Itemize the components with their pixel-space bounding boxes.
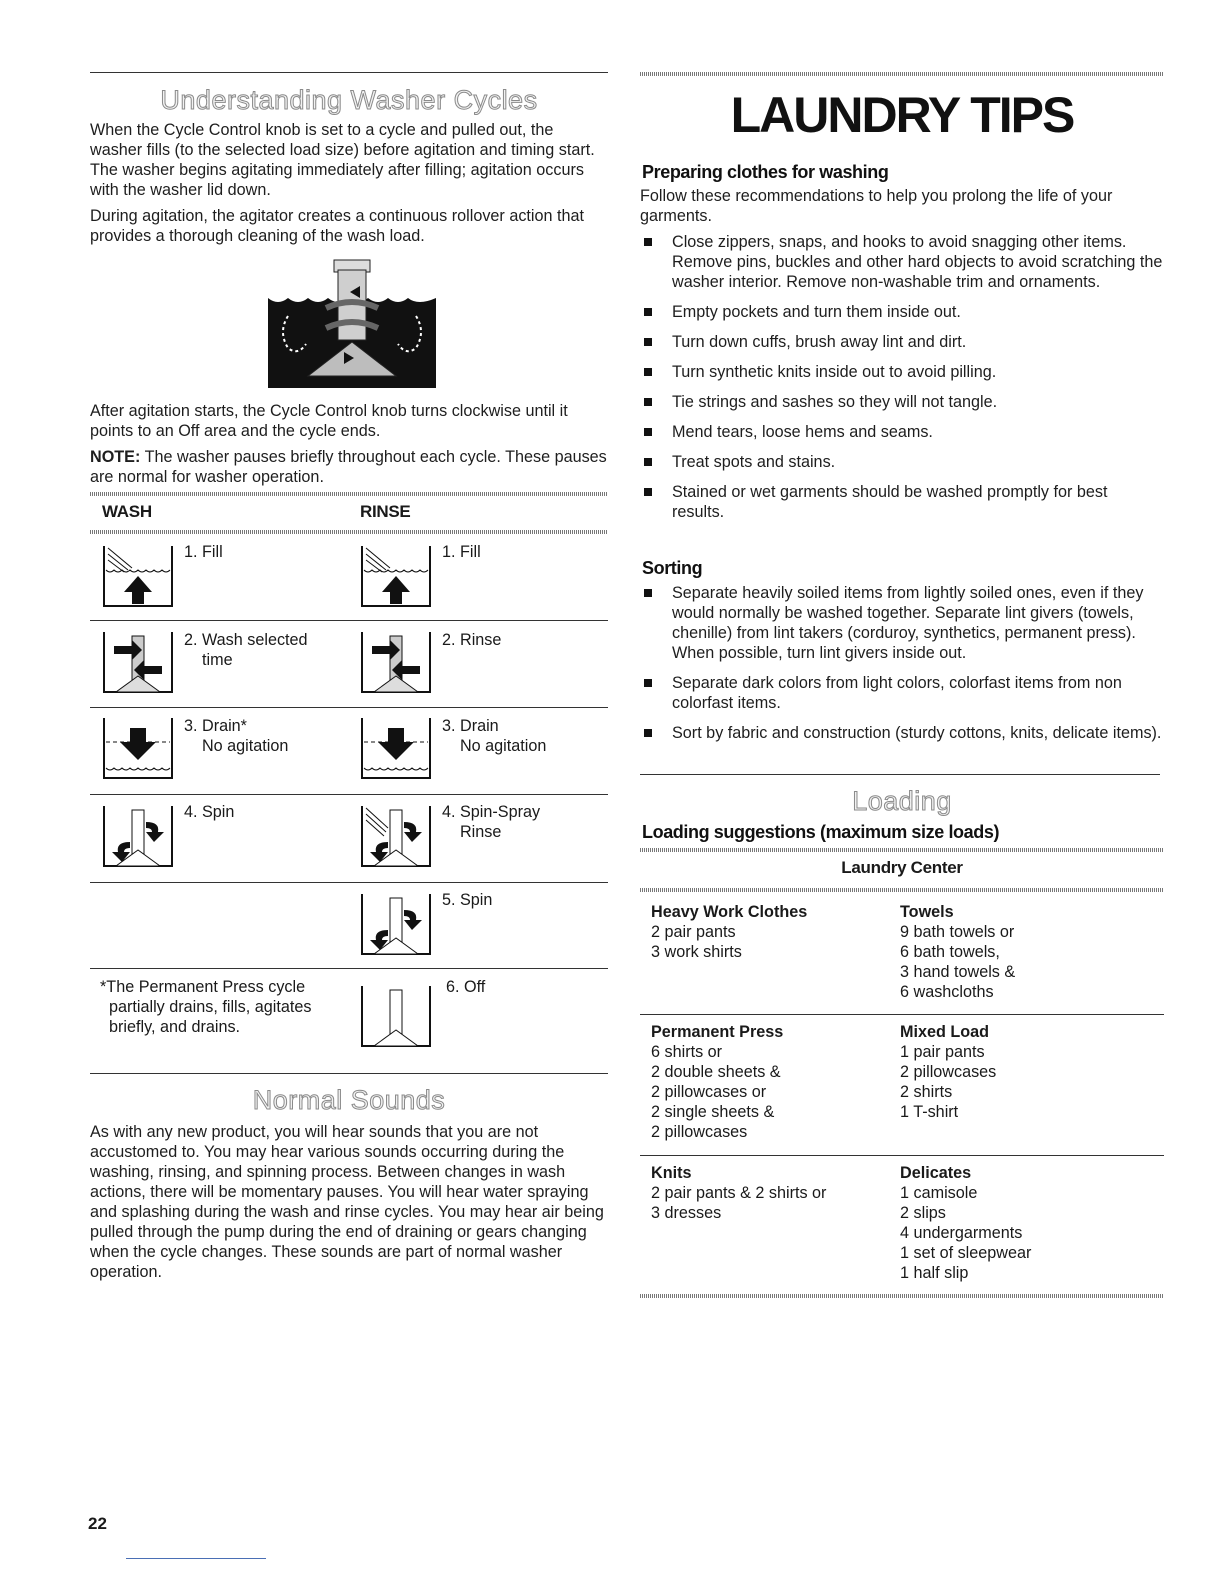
- sorting-heading: Sorting: [642, 558, 703, 578]
- bullet-icon: [644, 729, 652, 737]
- wash-step-1: 1. Fill: [184, 543, 223, 561]
- loading-bottom-hatch: [640, 1294, 1164, 1298]
- bullet-icon: [644, 308, 652, 316]
- sorting-list: [640, 583, 1164, 753]
- list-item: Mend tears, loose hems and seams.: [640, 422, 1164, 442]
- bullet-icon: [644, 679, 652, 687]
- rinse-step-4: 4. Spin-Spray Rinse: [442, 803, 541, 841]
- rinse-fill-icon: [360, 544, 432, 608]
- permanent-press-footnote: *The Permanent Press cycle partially drains, fills, agitates briefly, and drains.: [100, 978, 312, 1036]
- drain-icon: [102, 716, 174, 780]
- bullet-icon: [644, 458, 652, 466]
- laundry-center-label: Laundry Center: [841, 858, 963, 877]
- page-title: LAUNDRY TIPS: [730, 87, 1074, 143]
- top-rule: [90, 72, 608, 73]
- section-title-loading: Loading: [852, 786, 952, 816]
- list-item: Separate dark colors from light colors, colorfast items from non colorfast items.: [640, 673, 1164, 713]
- row-divider: [90, 968, 608, 969]
- list-item: Close zippers, snaps, and hooks to avoid snagging other items. Remove pins, buckles and other hard objects to avoid scratching the washer interior. Remove non-washable trim and ornaments.: [640, 232, 1164, 292]
- off-icon: [360, 984, 432, 1048]
- rinse-header: RINSE: [360, 502, 411, 521]
- wash-step-3: 3. Drain* No agitation: [184, 717, 289, 755]
- rinse-step-5: 5. Spin: [442, 891, 493, 909]
- list-item: Tie strings and sashes so they will not tangle.: [640, 392, 1164, 412]
- prep-list: [640, 232, 1164, 532]
- list-item: Empty pockets and turn them inside out.: [640, 302, 1164, 322]
- load-cell: Delicates 1 camisole 2 slips 4 undergarments 1 set of sleepwear 1 half slip: [900, 1164, 1032, 1282]
- list-item: Separate heavily soiled items from lightly soiled ones, even if they would normally be washed together. Separate lint givers (towels, chenille) from lint takers (corduroy, synthetics, permanent press). When possible, turn lint givers inside out.: [640, 583, 1164, 663]
- footer-line: [126, 1558, 266, 1559]
- loading-hatch: [640, 888, 1164, 892]
- wash-header: WASH: [102, 502, 152, 521]
- list-item: Treat spots and stains.: [640, 452, 1164, 472]
- row-divider: [90, 882, 608, 883]
- bullet-icon: [644, 428, 652, 436]
- rinse-step-3: 3. Drain No agitation: [442, 717, 547, 755]
- spin-icon: [102, 804, 174, 868]
- final-spin-icon: [360, 892, 432, 956]
- table-header-hatch: [90, 530, 608, 534]
- load-cell: Mixed Load 1 pair pants 2 pillowcases 2 shirts 1 T-shirt: [900, 1023, 997, 1121]
- agitator-illustration: [268, 256, 436, 388]
- rinse-step-6: 6. Off: [446, 978, 486, 996]
- row-divider: [90, 620, 608, 621]
- bullet-icon: [644, 368, 652, 376]
- table-top-hatch: [90, 492, 608, 496]
- rinse-drain-icon: [360, 716, 432, 780]
- note-paragraph: [90, 447, 608, 487]
- fill-icon: [102, 544, 174, 608]
- top-hatch: [640, 72, 1164, 76]
- spin-spray-icon: [360, 804, 432, 868]
- bullet-icon: [644, 488, 652, 496]
- list-item: Turn synthetic knits inside out to avoid pilling.: [640, 362, 1164, 382]
- list-item: Sort by fabric and construction (sturdy cottons, knits, delicate items).: [640, 723, 1164, 743]
- wash-step-4: 4. Spin: [184, 803, 235, 821]
- row-divider: [640, 1155, 1164, 1156]
- agitate-icon: [102, 630, 174, 694]
- wash-step-2: 2. Wash selected time: [184, 631, 308, 669]
- list-item: Turn down cuffs, brush away lint and dirt.: [640, 332, 1164, 352]
- loading-hatch: [640, 848, 1164, 852]
- rinse-step-2: 2. Rinse: [442, 631, 502, 649]
- load-cell: Towels 9 bath towels or 6 bath towels, 3 hand towels & 6 washcloths: [900, 903, 1016, 1001]
- section-rule: [90, 1073, 608, 1074]
- load-cell: Heavy Work Clothes 2 pair pants 3 work shirts: [651, 903, 808, 961]
- load-cell: Knits 2 pair pants & 2 shirts or 3 dresses: [651, 1164, 827, 1222]
- paragraph-normal-sounds: As with any new product, you will hear sounds that you are not accustomed to. You may hear various sounds occurring during the washing, rinsing, and spinning process. Between changes in wash actions, there will be momentary pauses. You will hear water spraying and splashing during the wash and rinse cycles. You may hear air being pulled through the pump during the end of draining or gears changing when the cycle changes. These sounds are part of normal washer operation.: [90, 1123, 604, 1281]
- paragraph-after-agitation: After agitation starts, the Cycle Control knob turns clockwise until it points to an Off area and the cycle ends.: [90, 402, 568, 440]
- prep-intro: Follow these recommendations to help you prolong the life of your garments.: [640, 187, 1113, 225]
- bullet-icon: [644, 238, 652, 246]
- bullet-icon: [644, 338, 652, 346]
- row-divider: [90, 707, 608, 708]
- rinse-step-1: 1. Fill: [442, 543, 481, 561]
- load-cell: Permanent Press 6 shirts or 2 double sheets & 2 pillowcases or 2 single sheets & 2 pillowcases: [651, 1023, 784, 1141]
- list-item: Stained or wet garments should be washed promptly for best results.: [640, 482, 1164, 522]
- section-title-normal-sounds: Normal Sounds: [252, 1085, 446, 1115]
- row-divider: [640, 1014, 1164, 1015]
- paragraph-agitation: During agitation, the agitator creates a continuous rollover action that provides a thorough cleaning of the wash load.: [90, 207, 585, 245]
- row-divider: [90, 794, 608, 795]
- note-label: NOTE:: [90, 448, 141, 466]
- prep-heading: Preparing clothes for washing: [642, 162, 889, 182]
- page-number: 22: [88, 1514, 107, 1533]
- note-text: The washer pauses briefly throughout each cycle. These pauses are normal for washer operation.: [90, 448, 607, 486]
- paragraph-intro: When the Cycle Control knob is set to a cycle and pulled out, the washer fills (to the selected load size) before agitation and timing start. The washer begins agitating immediately after filling; agitation occurs with the washer lid down.: [90, 121, 595, 199]
- rinse-agitate-icon: [360, 630, 432, 694]
- section-title-washer-cycles: Understanding Washer Cycles: [160, 85, 538, 115]
- loading-heading: Loading suggestions (maximum size loads): [642, 822, 1000, 842]
- bullet-icon: [644, 589, 652, 597]
- bullet-icon: [644, 398, 652, 406]
- section-rule: [640, 774, 1160, 775]
